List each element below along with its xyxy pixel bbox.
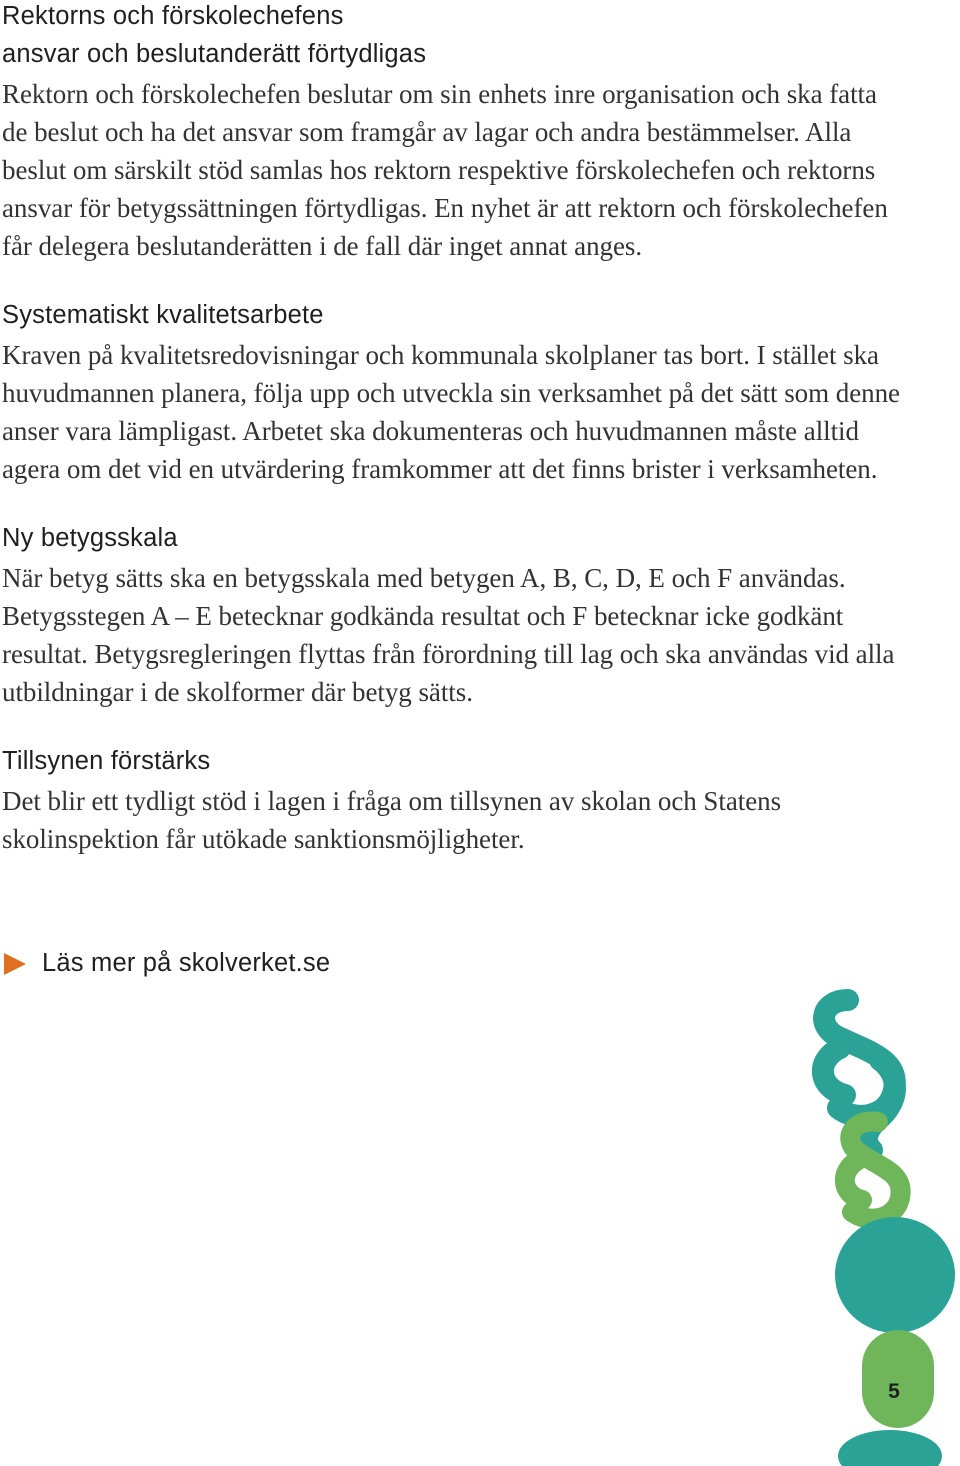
section-body-responsibility: Rektorn och förskolechefen beslutar om sin enhets inre organisation och ska fatta de beslut och ha det ansvar som framgår av lagar och andra bestämmelser. Alla beslut om särskilt stöd samlas hos rektorn respektive förskolechefen och rektorns ansvar för betygssättningen förtydligas. En nyhet är att rektorn och förskolechefen får delegera beslutanderätten i de fall där inget annat anges. (2, 79, 888, 261)
heading-line-2: ansvar och beslutanderätt förtydligas (2, 40, 427, 68)
section-heading-quality: Systematiskt kvalitetsarbete (2, 301, 324, 329)
section-body-supervision: Det blir ett tydligt stöd i lagen i fråga om tillsynen av skolan och Statens skolinspektion får utökade sanktionsmöjligheter. (2, 786, 782, 854)
section-body-quality: Kraven på kvalitetsredovisningar och kommunala skolplaner tas bort. I stället ska huvudmannen planera, följa upp och utveckla sin verksamhet på det sätt som denne anser vara lämpligast. Arbetet ska dokumenteras och huvudmannen måste alltid agera om det vid en utvärdering framkommer att det finns brister i verksamheten. (2, 340, 900, 484)
section-heading-supervision: Tillsynen förstärks (2, 747, 211, 775)
section-heading-grading: Ny betygsskala (2, 524, 178, 552)
green-stone-page (862, 1330, 934, 1428)
read-more-label: Läs mer på skolverket.se (42, 949, 331, 977)
teal-stone-bottom (838, 1430, 942, 1466)
teal-stone-large (835, 1217, 955, 1333)
section-body-grading: När betyg sätts ska en betygsskala med betygen A, B, C, D, E och F användas. Betygsstegen A – E betecknar godkända resultat och F betecknar icke godkänt resultat. Betygsregleringen flyttas från förordning till lag och ska användas vid alla utbildningar i de skolformer där betyg sätts. (2, 563, 895, 707)
heading-line-1: Rektorns och förskolechefens (2, 2, 344, 30)
page-number: 5 (888, 1380, 900, 1403)
